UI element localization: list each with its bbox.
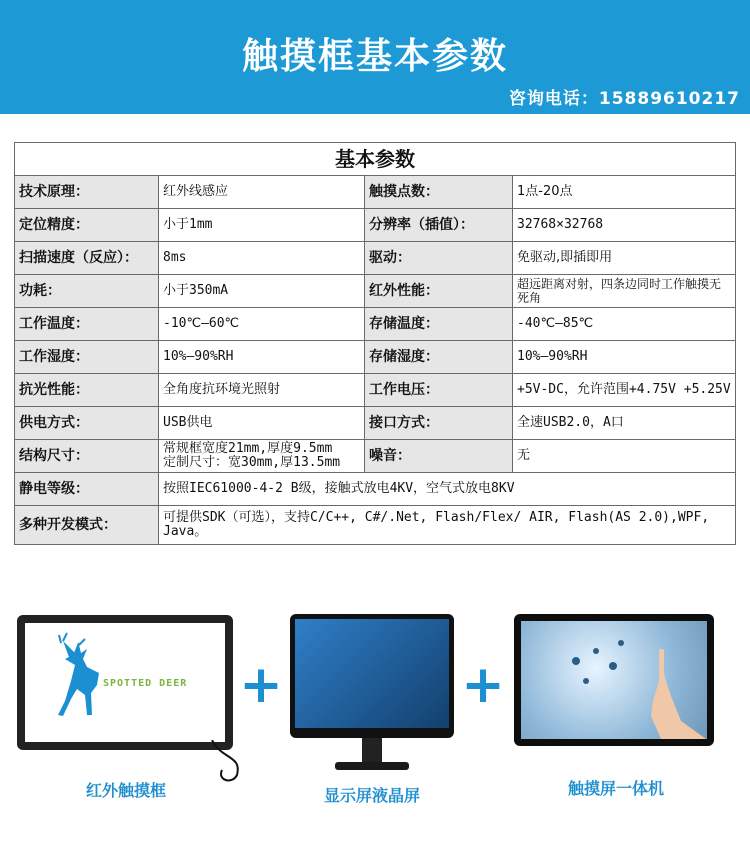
- row-label: 抗光性能：: [15, 374, 159, 407]
- plus-icon: +: [461, 655, 505, 715]
- page-title: 触摸框基本参数: [241, 36, 508, 77]
- touch-frame-screen: [25, 623, 225, 742]
- row-value: 免驱动,即插即用: [513, 242, 736, 275]
- row-label: 多种开发模式：: [15, 506, 159, 545]
- table-caption: 基本参数: [15, 143, 736, 176]
- row-label: 功耗：: [15, 275, 159, 308]
- header-banner: [0, 0, 750, 114]
- row-label: 结构尺寸：: [15, 440, 159, 473]
- size-standard: 常规框宽度21mm,厚度9.5mm: [163, 441, 333, 456]
- monitor-label: 显示屏液晶屏: [323, 786, 420, 805]
- row-label: 工作湿度：: [15, 341, 159, 374]
- table-row-wide: [15, 473, 736, 506]
- row-label: 技术原理：: [15, 176, 159, 209]
- row-label: 驱动：: [365, 242, 513, 275]
- row-label: 工作电压：: [365, 374, 513, 407]
- row-value: +5V-DC，允许范围+4.75V +5.25V: [513, 374, 736, 407]
- row-label: 分辨率（插值）：: [365, 209, 513, 242]
- row-label: 噪音：: [365, 440, 513, 473]
- monitor-screen: [295, 619, 449, 728]
- row-value: -40℃—85℃: [513, 308, 736, 341]
- usb-cable-icon: [202, 740, 252, 790]
- monitor-base: [335, 762, 409, 770]
- row-value: 全速USB2.0，A口: [513, 407, 736, 440]
- table-row: [15, 209, 736, 242]
- row-value: 红外线感应: [159, 176, 365, 209]
- table-row-wide: [15, 506, 736, 545]
- row-label: 供电方式：: [15, 407, 159, 440]
- plus-icon: +: [239, 655, 283, 715]
- table-row: [15, 440, 736, 473]
- row-label: 存储湿度：: [365, 341, 513, 374]
- table-caption-row: [15, 143, 736, 176]
- row-label: 触摸点数：: [365, 176, 513, 209]
- table-row: [15, 407, 736, 440]
- row-label: 静电等级：: [15, 473, 159, 506]
- row-label: 工作温度：: [15, 308, 159, 341]
- table-row: [15, 275, 736, 308]
- table-row: [15, 308, 736, 341]
- touch-frame-image: [17, 615, 233, 750]
- touch-frame-label: 红外触摸框: [85, 781, 166, 800]
- brand-text-label: SPOTTED DEER: [103, 678, 188, 689]
- row-value: 超远距离对射，四条边同时工作触摸无死角: [513, 275, 736, 308]
- row-value: -10℃—60℃: [159, 308, 365, 341]
- hand-touch-icon: [521, 621, 707, 739]
- spec-table: [14, 142, 736, 545]
- table-row: [15, 341, 736, 374]
- all-in-one-label: 触摸屏一体机: [567, 779, 664, 798]
- table-row: [15, 242, 736, 275]
- row-value: 10%—90%RH: [513, 341, 736, 374]
- brand-text: [103, 678, 187, 689]
- row-value: 小于350mA: [159, 275, 365, 308]
- row-value: 10%—90%RH: [159, 341, 365, 374]
- product-combo: [0, 600, 750, 850]
- row-value: 无: [513, 440, 736, 473]
- row-value-multiline: [159, 440, 365, 473]
- row-label: 存储温度：: [365, 308, 513, 341]
- row-label: 红外性能：: [365, 275, 513, 308]
- row-value: 32768×32768: [513, 209, 736, 242]
- table-row: [15, 176, 736, 209]
- row-value: 1点-20点: [513, 176, 736, 209]
- row-value: 小于1mm: [159, 209, 365, 242]
- row-value: 按照IEC61000-4-2 B级，接触式放电4KV，空气式放电8KV: [159, 473, 736, 506]
- all-in-one-screen: [521, 621, 707, 739]
- row-value: 全角度抗环境光照射: [159, 374, 365, 407]
- row-label: 定位精度：: [15, 209, 159, 242]
- contact-phone: 咨询电话：15889610217: [508, 89, 740, 109]
- row-value: 8ms: [159, 242, 365, 275]
- monitor-bezel: [290, 614, 454, 738]
- row-value: USB供电: [159, 407, 365, 440]
- all-in-one-image: [514, 614, 714, 746]
- row-value: 可提供SDK（可选），支持C/C++, C#/.Net, Flash/Flex/ AIR, Flash(AS 2.0),WPF, Java。: [159, 506, 736, 545]
- row-label: 接口方式：: [365, 407, 513, 440]
- size-custom: 定制尺寸：宽30mm,厚13.5mm: [163, 455, 341, 470]
- table-row: [15, 374, 736, 407]
- row-label: 扫描速度（反应）：: [15, 242, 159, 275]
